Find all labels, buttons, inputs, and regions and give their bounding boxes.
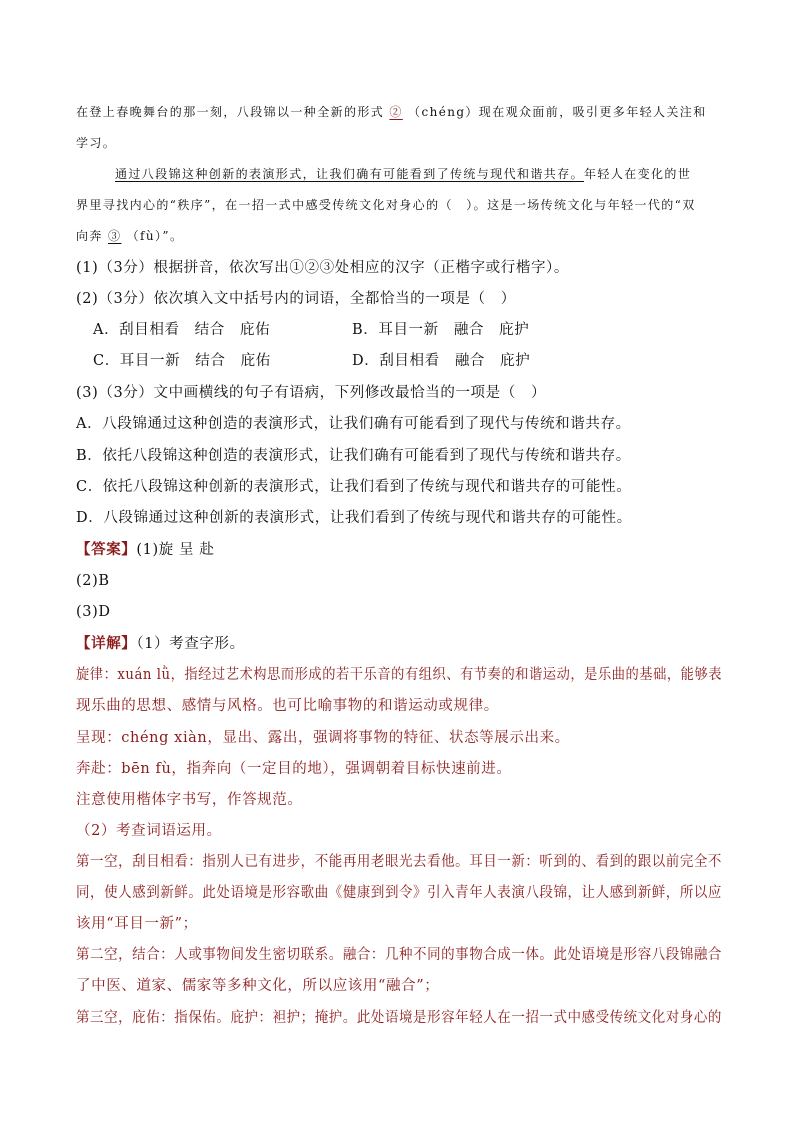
detail-chengxian: 呈现：chéng xiàn，显出、露出，强调将事物的特征、状态等展示出来。 bbox=[76, 730, 570, 746]
q3-option-a: A．八段锦通过这种创造的表演形式，让我们确有可能看到了现代与传统和谐共存。 bbox=[76, 416, 631, 432]
detail-part2-line-4: 第二空，结合：人或事物间发生密切联系。融合：几种不同的事物合成一体。此处语境是形容八段锦融合 bbox=[76, 947, 722, 963]
passage-line-4: 界里寻找内心的“秩序”，在一招一式中感受传统文化对身心的（ ）。这是一场传统文化与年轻一代的“双 bbox=[76, 198, 696, 212]
passage-line-3 bbox=[115, 164, 691, 184]
detail-part2-intro: （2）考查词语运用。 bbox=[76, 823, 222, 839]
detail-part2-line-2: 同，使人感到新鲜。此处语境是形容歌曲《健康到到令》引入青年人表演八段锦，让人感到新鲜，所以应 bbox=[76, 885, 722, 901]
question-1: (1)（3分）根据拼音，依次写出①②③处相应的汉字（正楷字或行楷字）。 bbox=[76, 260, 570, 276]
q3-option-b: B．依托八段锦这种创造的表演形式，让我们确有可能看到了现代与传统和谐共存。 bbox=[76, 448, 631, 464]
passage-text: 年轻人在变化的世 bbox=[584, 167, 692, 181]
detail-benfu: 奔赴：bēn fù，指奔向（一定目的地），强调朝着目标快速前进。 bbox=[76, 761, 512, 777]
detail-part2-line-5: 了中医、道家、儒家等多种文化，所以应该用“融合”； bbox=[76, 978, 440, 994]
blank-3: ③ bbox=[108, 229, 122, 243]
answer-line-1 bbox=[76, 540, 214, 560]
detail-part2-line-1: 第一空，刮目相看：指别人已有进步，不能再用老眼光去看他。耳目一新：听到的、看到的跟以前完全不 bbox=[76, 854, 722, 870]
question-3: (3)（3分）文中画横线的句子有语病，下列修改最恰当的一项是（ ） bbox=[76, 385, 547, 401]
question-2: (2)（3分）依次填入文中括号内的词语，全都恰当的一项是（ ） bbox=[76, 291, 516, 307]
q2-option-d: D．刮目相看 融合 庇护 bbox=[352, 353, 531, 369]
detail-part2-line-6: 第三空，庇佑：指保佑。庇护：袒护；掩护。此处语境是形容年轻人在一招一式中感受传统文化对身心的 bbox=[76, 1010, 722, 1026]
passage-line-1 bbox=[76, 102, 707, 122]
passage-text: 向奔 bbox=[76, 229, 103, 243]
answer-label: 【答案】 bbox=[76, 541, 137, 558]
detail-note: 注意使用楷体字书写，作答规范。 bbox=[76, 792, 303, 808]
passage-text: 在登上春晚舞台的那一刻，八段锦以一种全新的形式 bbox=[76, 105, 385, 119]
detail-xuanlv-1: 旋律：xuán lǜ，指经过艺术构思而形成的若干乐音的有组织、有节奏的和谐运动，是乐曲的基础，能够表 bbox=[76, 667, 723, 683]
q2-option-a: A．刮目相看 结合 庇佑 bbox=[93, 322, 271, 338]
answer-1: (1)旋 呈 赴 bbox=[136, 542, 215, 558]
detail-label: 【详解】 bbox=[76, 635, 137, 652]
passage-text: （fù）”。 bbox=[126, 229, 184, 243]
detail-intro: （1）考查字形。 bbox=[136, 636, 245, 652]
blank-2: ② bbox=[389, 105, 403, 119]
q2-option-c: C．耳目一新 结合 庇佑 bbox=[93, 353, 271, 369]
detail-xuanlv-2: 现乐曲的思想、感情与风格。也可比喻事物的和谐运动或规律。 bbox=[76, 698, 499, 714]
q2-option-b: B．耳目一新 融合 庇护 bbox=[352, 322, 530, 338]
q3-option-c: C．依托八段锦这种创新的表演形式，让我们看到了传统与现代和谐共存的可能性。 bbox=[76, 479, 632, 495]
passage-line-2: 学习。 bbox=[76, 136, 117, 150]
detail-part2-line-3: 该用“耳目一新”； bbox=[76, 916, 198, 932]
detail-line-1 bbox=[76, 634, 245, 654]
q3-option-d: D．八段锦通过这种创新的表演形式，让我们看到了传统与现代和谐共存的可能性。 bbox=[76, 510, 632, 526]
answer-3: (3)D bbox=[76, 604, 111, 620]
underlined-sentence: 通过八段锦这种创新的表演形式，让我们确有可能看到了传统与现代和谐共存。 bbox=[115, 167, 585, 181]
answer-2: (2)B bbox=[76, 573, 110, 589]
passage-line-5 bbox=[76, 226, 183, 246]
passage-text: （chéng）现在观众面前，吸引更多年轻人关注和 bbox=[408, 105, 707, 119]
